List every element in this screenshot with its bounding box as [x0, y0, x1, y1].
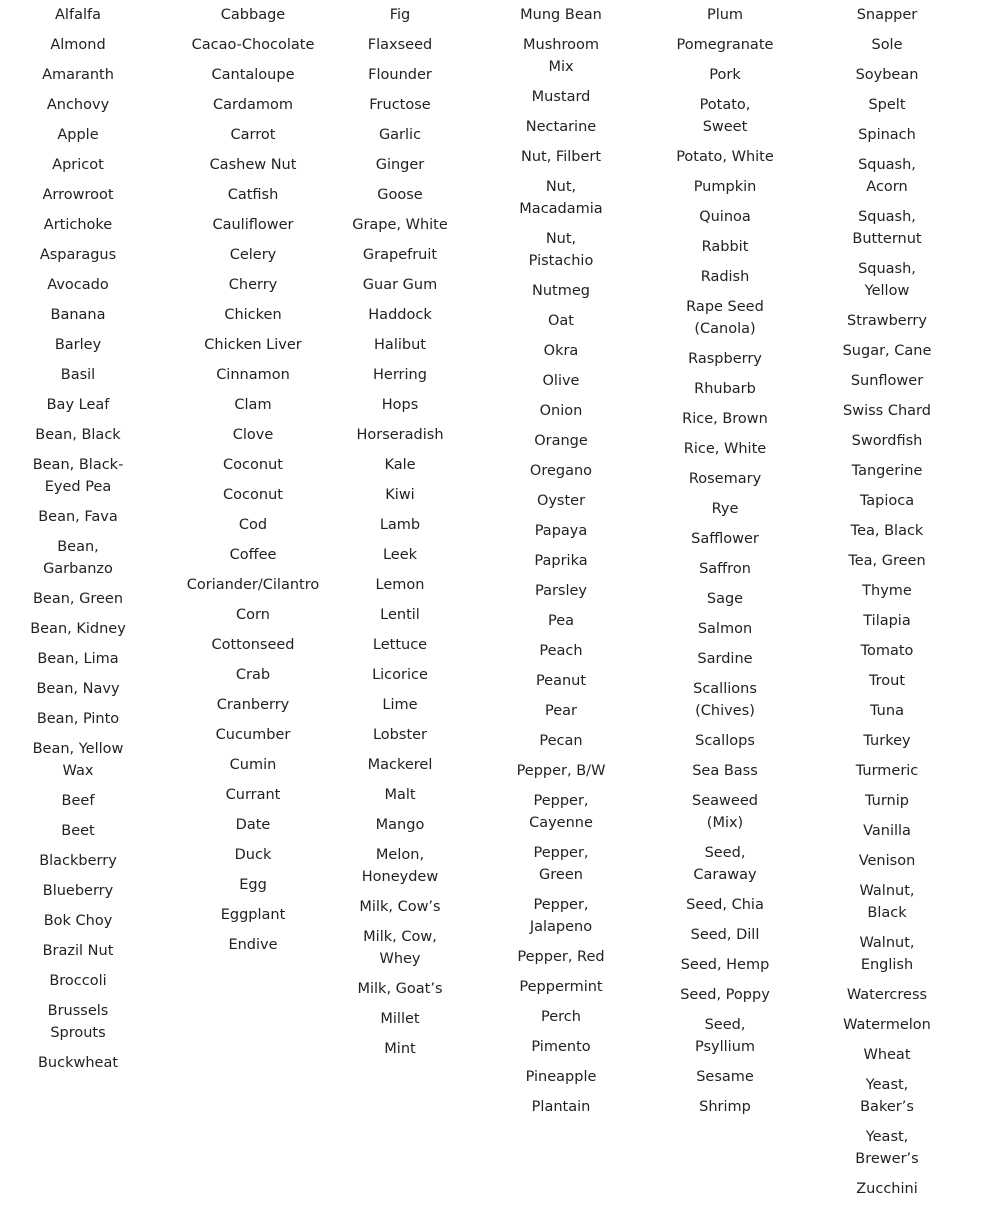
food-item: Endive [228, 937, 278, 953]
food-item: Catfish [227, 187, 279, 203]
food-item: Pepper, Green [533, 845, 589, 883]
food-item: Ginger [375, 157, 425, 173]
food-item: Egg [239, 877, 267, 893]
food-item: Cottonseed [211, 637, 295, 653]
food-item: Chicken Liver [204, 337, 302, 353]
food-item: Seed, Chia [686, 897, 764, 913]
food-item: Licorice [372, 667, 428, 683]
food-item: Rice, White [683, 441, 767, 457]
food-item: Alfalfa [55, 7, 101, 23]
food-item: Watermelon [843, 1017, 931, 1033]
food-item: Eggplant [220, 907, 286, 923]
food-item: Mackerel [367, 757, 433, 773]
food-item: Cacao-Chocolate [191, 37, 315, 53]
food-item: Tangerine [851, 463, 923, 479]
food-item: Haddock [368, 307, 432, 323]
food-item: Amaranth [42, 67, 114, 83]
food-item: Anchovy [46, 97, 110, 113]
food-item: Apricot [52, 157, 104, 173]
food-item: Mung Bean [520, 7, 602, 23]
food-item: Coffee [229, 547, 277, 563]
food-item: Perch [541, 1009, 581, 1025]
food-item: Trout [868, 673, 906, 689]
food-item: Apple [57, 127, 99, 143]
food-item: Barley [54, 337, 102, 353]
food-item: Kale [384, 457, 416, 473]
food-item: Flounder [368, 67, 432, 83]
food-item: Pomegranate [676, 37, 774, 53]
food-item: Potato, White [676, 149, 774, 165]
food-item: Pecan [539, 733, 583, 749]
food-item: Parsley [534, 583, 588, 599]
food-item: Watercress [846, 987, 928, 1003]
food-item: Bean, Yellow Wax [32, 741, 124, 779]
food-item: Guar Gum [362, 277, 438, 293]
food-item: Yeast, Baker’s [860, 1077, 914, 1115]
food-item: Artichoke [43, 217, 113, 233]
food-item: Salmon [697, 621, 753, 637]
food-item: Seaweed (Mix) [692, 793, 758, 831]
food-item: Quinoa [699, 209, 751, 225]
food-item: Tilapia [863, 613, 911, 629]
food-item: Pepper, Cayenne [529, 793, 593, 831]
food-item: Avocado [47, 277, 109, 293]
food-item: Nectarine [525, 119, 597, 135]
food-item: Squash, Yellow [858, 261, 916, 299]
food-item: Raspberry [688, 351, 762, 367]
food-item: Pineapple [525, 1069, 597, 1085]
food-item: Pork [709, 67, 741, 83]
food-item: Date [235, 817, 271, 833]
food-item: Rye [711, 501, 739, 517]
food-list-grid [0, 4, 1000, 1198]
food-item: Kiwi [385, 487, 415, 503]
food-item: Snapper [856, 7, 918, 23]
food-item: Pepper, Jalapeno [529, 897, 593, 935]
food-item: Basil [60, 367, 96, 383]
food-item: Currant [225, 787, 281, 803]
food-item: Cumin [229, 757, 277, 773]
food-item: Corn [236, 607, 270, 623]
food-item: Okra [543, 343, 579, 359]
food-item: Tea, Black [850, 523, 924, 539]
food-item: Potato, Sweet [699, 97, 751, 135]
food-item: Almond [50, 37, 106, 53]
food-item: Squash, Butternut [852, 209, 922, 247]
food-item: Bean, Pinto [36, 711, 120, 727]
food-item: Rosemary [688, 471, 762, 487]
food-item: Bean, Fava [38, 509, 118, 525]
food-item: Broccoli [49, 973, 107, 989]
food-item: Duck [234, 847, 272, 863]
food-item: Spinach [858, 127, 916, 143]
food-item: Malt [384, 787, 416, 803]
food-item: Seed, Caraway [693, 845, 757, 883]
food-item: Rice, Brown [682, 411, 768, 427]
food-item: Mango [375, 817, 425, 833]
food-item: Bean, Kidney [30, 621, 126, 637]
food-item: Tapioca [859, 493, 915, 509]
food-item: Nutmeg [532, 283, 590, 299]
food-item: Milk, Goat’s [357, 981, 443, 997]
food-item: Clove [232, 427, 274, 443]
food-item: Seed, Dill [690, 927, 760, 943]
food-item: Venison [858, 853, 916, 869]
food-item: Peach [539, 643, 583, 659]
food-item: Yeast, Brewer’s [855, 1129, 919, 1167]
food-item: Turkey [863, 733, 911, 749]
food-item: Orange [534, 433, 588, 449]
food-column-a-b [18, 4, 138, 1082]
food-item: Turmeric [855, 763, 919, 779]
food-item: Strawberry [847, 313, 927, 329]
food-item: Seed, Poppy [680, 987, 770, 1003]
food-item: Goose [377, 187, 423, 203]
food-item: Bean, Navy [36, 681, 120, 697]
food-item: Sunflower [850, 373, 924, 389]
food-item: Millet [380, 1011, 420, 1027]
food-item: Flaxseed [367, 37, 433, 53]
food-item: Cucumber [215, 727, 291, 743]
food-item: Cardamom [213, 97, 293, 113]
food-item: Cauliflower [212, 217, 294, 233]
food-item: Coriander/Cilantro [186, 577, 320, 593]
food-column-f-m [340, 4, 460, 1068]
food-item: Oyster [536, 493, 586, 509]
food-column-c-e [183, 4, 323, 964]
food-item: Lettuce [372, 637, 428, 653]
food-item: Oregano [529, 463, 593, 479]
food-item: Carrot [230, 127, 276, 143]
food-column-m-p [501, 4, 621, 1126]
food-item: Walnut, Black [859, 883, 915, 921]
food-item: Beet [61, 823, 95, 839]
food-item: Grape, White [352, 217, 448, 233]
food-item: Cashew Nut [209, 157, 297, 173]
food-item: Sea Bass [692, 763, 758, 779]
food-item: Pea [547, 613, 575, 629]
food-item: Spelt [868, 97, 906, 113]
food-item: Oat [548, 313, 574, 329]
food-item: Sugar, Cane [842, 343, 932, 359]
food-item: Halibut [374, 337, 426, 353]
food-item: Nut, Filbert [520, 149, 602, 165]
food-item: Cabbage [220, 7, 286, 23]
food-item: Blackberry [39, 853, 117, 869]
food-item: Brussels Sprouts [47, 1003, 109, 1041]
food-item: Swordfish [851, 433, 923, 449]
food-item: Asparagus [39, 247, 117, 263]
food-item: Coconut [223, 457, 283, 473]
food-item: Safflower [691, 531, 759, 547]
food-item: Bean, Lima [37, 651, 119, 667]
food-item: Cantaloupe [211, 67, 295, 83]
food-item: Scallions (Chives) [693, 681, 757, 719]
food-item: Lime [382, 697, 418, 713]
food-item: Wheat [863, 1047, 911, 1063]
food-item: Lamb [379, 517, 421, 533]
food-item: Fructose [369, 97, 431, 113]
food-item: Lobster [372, 727, 428, 743]
food-item: Sardine [697, 651, 753, 667]
food-item: Zucchini [856, 1181, 918, 1197]
food-column-s-z [827, 4, 947, 1208]
food-item: Coconut [223, 487, 283, 503]
food-item: Tomato [860, 643, 914, 659]
food-item: Milk, Cow’s [359, 899, 441, 915]
food-item: Leek [382, 547, 418, 563]
food-item: Horseradish [356, 427, 444, 443]
food-item: Tuna [870, 703, 904, 719]
food-item: Chicken [224, 307, 282, 323]
food-item: Beef [61, 793, 95, 809]
food-item: Mint [384, 1041, 416, 1057]
food-item: Brazil Nut [42, 943, 114, 959]
food-item: Mustard [531, 89, 591, 105]
food-item: Banana [50, 307, 106, 323]
food-item: Walnut, English [859, 935, 915, 973]
food-item: Cranberry [216, 697, 290, 713]
food-item: Nut, Macadamia [519, 179, 603, 217]
food-item: Blueberry [42, 883, 114, 899]
food-item: Fig [389, 7, 411, 23]
food-item: Crab [235, 667, 271, 683]
food-item: Seed, Hemp [680, 957, 770, 973]
food-item: Mushroom Mix [523, 37, 599, 75]
food-item: Hops [381, 397, 419, 413]
food-item: Bean, Garbanzo [43, 539, 113, 577]
food-item: Bean, Black- Eyed Pea [32, 457, 124, 495]
food-item: Sage [706, 591, 744, 607]
food-item: Peppermint [519, 979, 603, 995]
food-item: Celery [229, 247, 277, 263]
food-item: Tea, Green [848, 553, 926, 569]
food-item: Grapefruit [362, 247, 438, 263]
food-item: Plum [706, 7, 744, 23]
food-item: Cherry [228, 277, 278, 293]
food-item: Melon, Honeydew [361, 847, 439, 885]
food-item: Buckwheat [37, 1055, 119, 1071]
food-item: Pear [545, 703, 577, 719]
food-item: Swiss Chard [843, 403, 931, 419]
food-item: Bok Choy [43, 913, 113, 929]
food-item: Arrowroot [42, 187, 114, 203]
food-item: Seed, Psyllium [694, 1017, 756, 1055]
food-item: Papaya [534, 523, 588, 539]
food-item: Peanut [535, 673, 587, 689]
food-item: Rabbit [701, 239, 749, 255]
food-item: Radish [700, 269, 750, 285]
food-item: Milk, Cow, Whey [363, 929, 437, 967]
food-item: Garlic [378, 127, 422, 143]
food-item: Pumpkin [693, 179, 757, 195]
food-item: Pepper, B/W [516, 763, 606, 779]
food-item: Bean, Green [32, 591, 124, 607]
food-item: Turnip [865, 793, 909, 809]
food-item: Thyme [862, 583, 912, 599]
food-item: Nut, Pistachio [528, 231, 594, 269]
food-item: Pimento [531, 1039, 591, 1055]
food-item: Vanilla [863, 823, 911, 839]
food-column-p-s [665, 4, 785, 1126]
food-item: Sole [871, 37, 903, 53]
food-item: Olive [542, 373, 580, 389]
food-item: Bean, Black [35, 427, 121, 443]
food-item: Saffron [699, 561, 751, 577]
food-item: Rape Seed (Canola) [686, 299, 764, 337]
food-item: Plantain [531, 1099, 591, 1115]
food-item: Scallops [695, 733, 755, 749]
food-item: Pepper, Red [517, 949, 605, 965]
food-item: Onion [539, 403, 583, 419]
food-item: Cinnamon [216, 367, 290, 383]
food-item: Cod [238, 517, 268, 533]
food-item: Herring [373, 367, 427, 383]
food-item: Lemon [375, 577, 425, 593]
food-item: Bay Leaf [46, 397, 110, 413]
food-item: Clam [234, 397, 272, 413]
food-item: Soybean [855, 67, 919, 83]
food-item: Rhubarb [694, 381, 756, 397]
food-item: Squash, Acorn [858, 157, 916, 195]
food-item: Lentil [380, 607, 420, 623]
food-item: Paprika [534, 553, 588, 569]
food-item: Shrimp [699, 1099, 751, 1115]
food-item: Sesame [696, 1069, 754, 1085]
